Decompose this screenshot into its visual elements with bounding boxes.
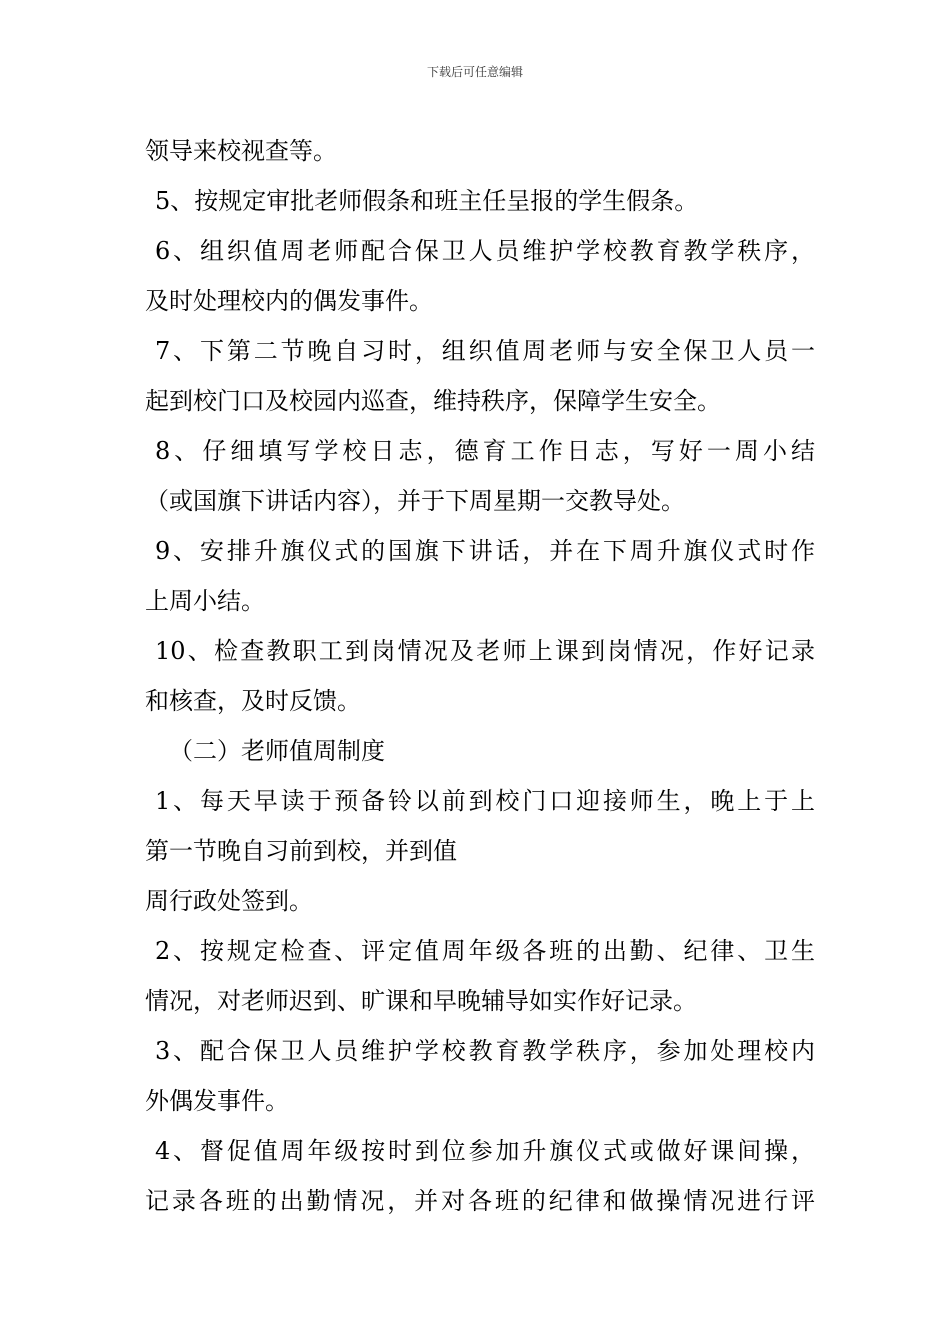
text-line: 6、组织值周老师配合保卫人员维护学校教育教学秩序， bbox=[155, 237, 815, 265]
document-body bbox=[145, 126, 815, 1226]
text-line: 7、下第二节晚自习时，组织值周老师与安全保卫人员一 bbox=[155, 337, 815, 365]
text-line: 5、按规定审批老师假条和班主任呈报的学生假条。 bbox=[155, 187, 699, 215]
text-line: 外偶发事件。 bbox=[145, 1087, 289, 1115]
text-line: 领导来校视查等。 bbox=[145, 137, 337, 165]
page-header-note: 下载后可任意编辑 bbox=[426, 65, 523, 79]
text-line: 9、安排升旗仪式的国旗下讲话，并在下周升旗仪式时作 bbox=[155, 537, 815, 565]
text-line: 4、督促值周年级按时到位参加升旗仪式或做好课间操， bbox=[155, 1137, 815, 1165]
text-line: 和核查，及时反馈。 bbox=[145, 687, 361, 715]
text-line: 起到校门口及校园内巡查，维持秩序，保障学生安全。 bbox=[145, 387, 721, 415]
section-heading: （二）老师值周制度 bbox=[169, 737, 385, 765]
text-line: 上周小结。 bbox=[145, 587, 265, 615]
text-line: 周行政处签到。 bbox=[145, 887, 313, 915]
text-line: 第一节晚自习前到校，并到值 bbox=[145, 837, 457, 865]
text-line: 10、检查教职工到岗情况及老师上课到岗情况，作好记录 bbox=[155, 637, 815, 665]
text-line: 2、按规定检查、评定值周年级各班的出勤、纪律、卫生 bbox=[155, 937, 815, 965]
text-line: （或国旗下讲话内容），并于下周星期一交教导处。 bbox=[145, 487, 685, 515]
text-line: 记录各班的出勤情况，并对各班的纪律和做操情况进行评 bbox=[145, 1187, 815, 1215]
text-line: 3、配合保卫人员维护学校教育教学秩序，参加处理校内 bbox=[155, 1037, 815, 1065]
text-line: 1、每天早读于预备铃以前到校门口迎接师生，晚上于上 bbox=[155, 787, 815, 815]
text-line: 及时处理校内的偶发事件。 bbox=[145, 287, 433, 315]
text-line: 情况，对老师迟到、旷课和早晚辅导如实作好记录。 bbox=[145, 987, 697, 1015]
text-line: 8、仔细填写学校日志，德育工作日志，写好一周小结 bbox=[155, 437, 815, 465]
